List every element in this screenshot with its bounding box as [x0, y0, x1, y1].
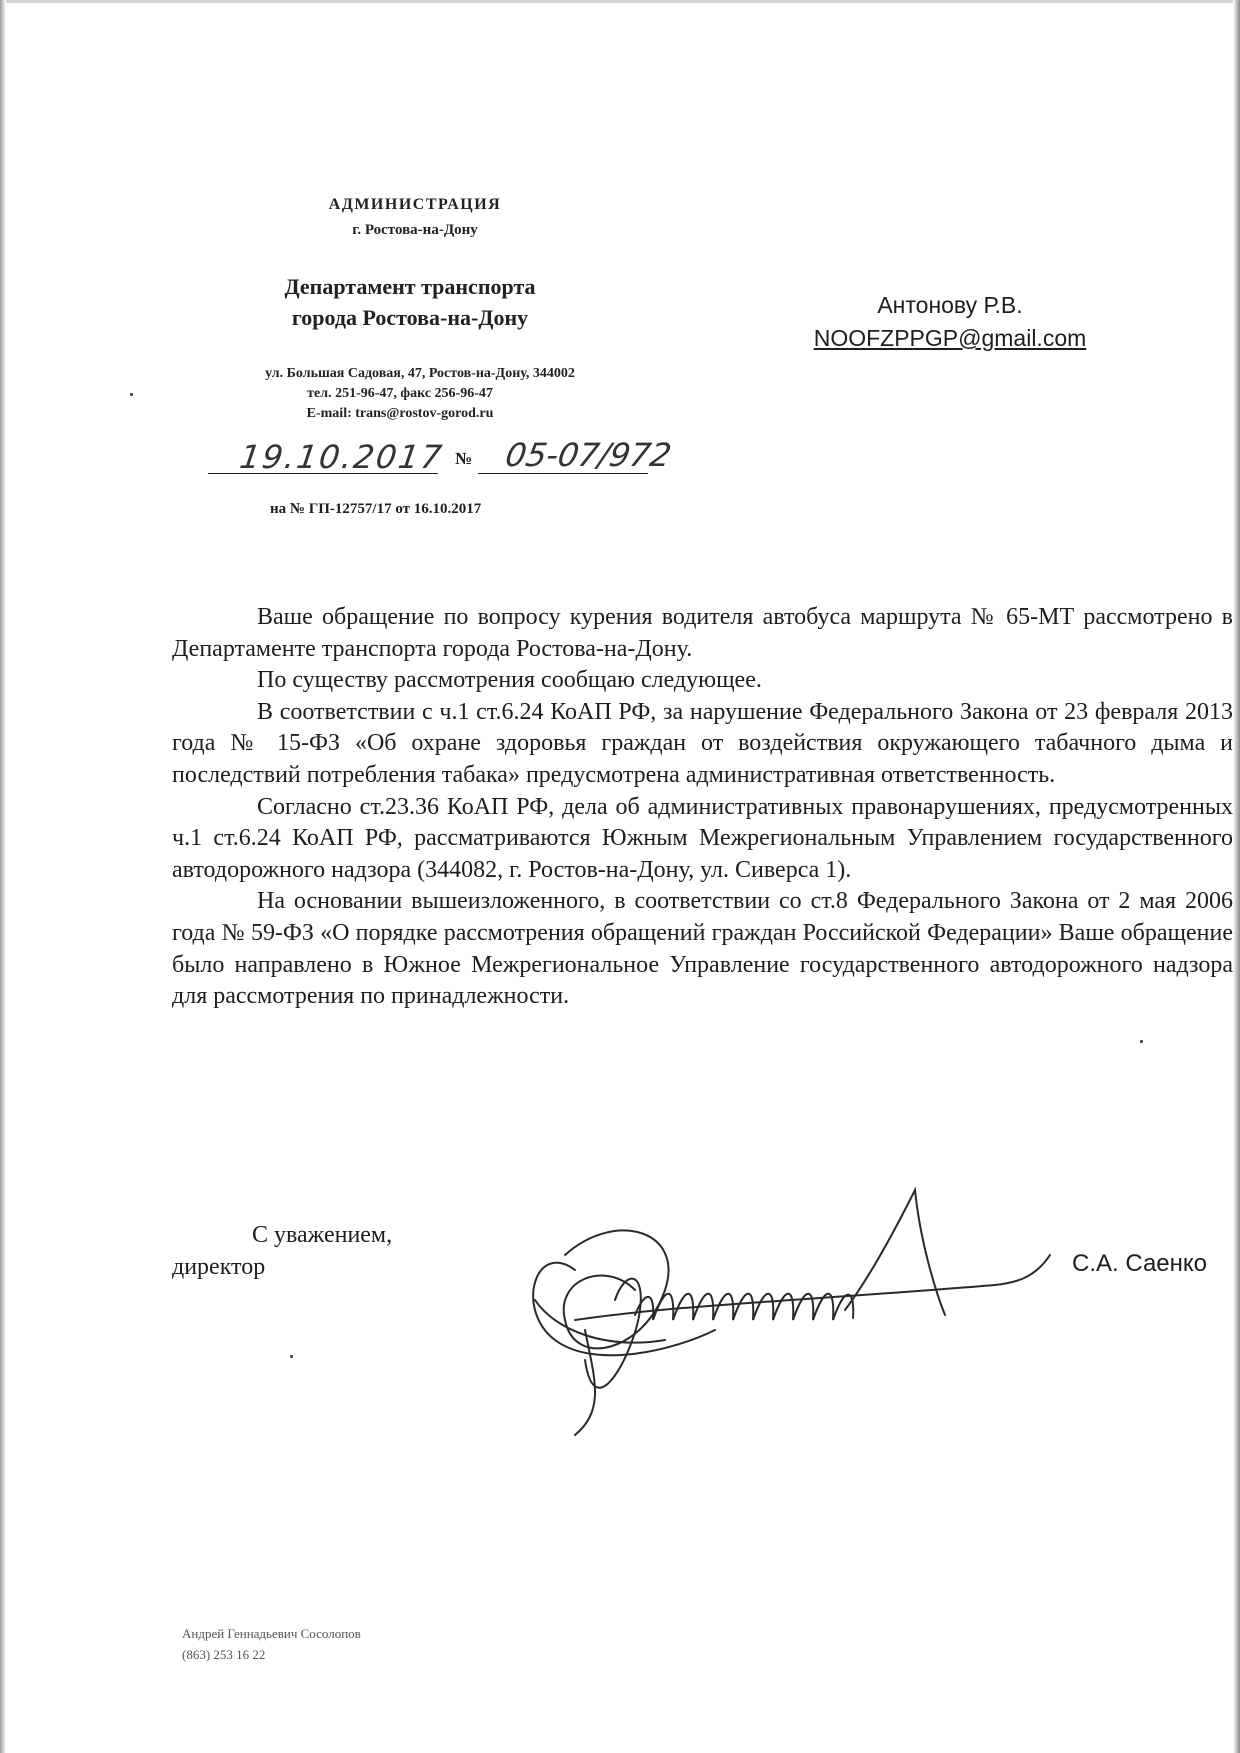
registration-number-sign: № — [455, 449, 473, 468]
letterhead-address: ул. Большая Садовая, 47, Ростов-на-Дону, 344002 — [265, 366, 575, 381]
letterhead-email: E-mail: trans@rostov-gorod.ru — [306, 406, 494, 421]
signer-name: С.А. Саенко — [1072, 1250, 1208, 1277]
letterhead-phones: тел. 251-96-47, факс 256-96-47 — [307, 386, 493, 401]
executor-phone: (863) 253 16 22 — [182, 1647, 266, 1662]
executor-name: Андрей Геннадьевич Сосолопов — [182, 1626, 361, 1641]
scan-right-edge — [1233, 0, 1240, 1753]
paragraph: Согласно ст.23.36 КоАП РФ, дела об административных правонарушениях, предусмотренных ч.1 ст.6.24 КоАП РФ, рассматриваются Южным Межрегиональным Управлением государственного автодорожного надзора (344082, г. Ростов-на-Дону, ул. Сиверса 1). — [172, 793, 1233, 883]
closing-phrase: С уважением, — [252, 1222, 393, 1248]
recipient-name: Антонову Р.В. — [877, 292, 1023, 318]
registration-date: 19.10.2017 — [237, 438, 446, 476]
scan-speck — [130, 393, 133, 396]
letterhead-org: АДМИНИСТРАЦИЯ — [328, 196, 502, 213]
scan-speck — [1140, 1040, 1143, 1043]
scan-left-edge — [0, 0, 6, 1753]
scan-top-edge — [0, 0, 1240, 3]
reference-line: на № ГП-12757/17 от 16.10.2017 — [270, 501, 482, 517]
letterhead-city: г. Ростова-на-Дону — [352, 222, 478, 238]
handwritten-signature — [515, 1180, 1055, 1440]
scan-speck — [290, 1355, 293, 1358]
paragraph: В соответствии с ч.1 ст.6.24 КоАП РФ, за нарушение Федерального Закона от 23 февраля 2013 года № 15-ФЗ «Об охране здоровья граждан от воздействия окружающего табачного дыма и последствий потребления табака» предусмотрена административная ответственность. — [172, 698, 1233, 788]
letterhead-department-line1: Департамент транспорта — [284, 274, 536, 299]
recipient-email: NOOFZPPGP@gmail.com — [813, 325, 1087, 351]
signer-position: директор — [172, 1254, 266, 1280]
paragraph: По существу рассмотрения сообщаю следующее. — [257, 667, 762, 694]
letterhead-department-line2: города Ростова-на-Дону — [291, 305, 529, 330]
paragraph: Ваше обращение по вопросу курения водителя автобуса маршрута № 65-МТ рассмотрено в Департаменте транспорта города Ростова-на-Дону. — [172, 604, 1233, 662]
paragraph: На основании вышеизложенного, в соответствии со ст.8 Федерального Закона от 2 мая 2006 года № 59-ФЗ «О порядке рассмотрения обращений граждан Российской Федерации» Ваше обращение было направлено в Южное Межрегиональное Управление государственного автодорожного надзора для рассмотрения по принадлежности. — [172, 888, 1233, 1010]
letter-body — [172, 602, 1233, 1013]
registration-number: 05-07/972 — [502, 436, 675, 474]
